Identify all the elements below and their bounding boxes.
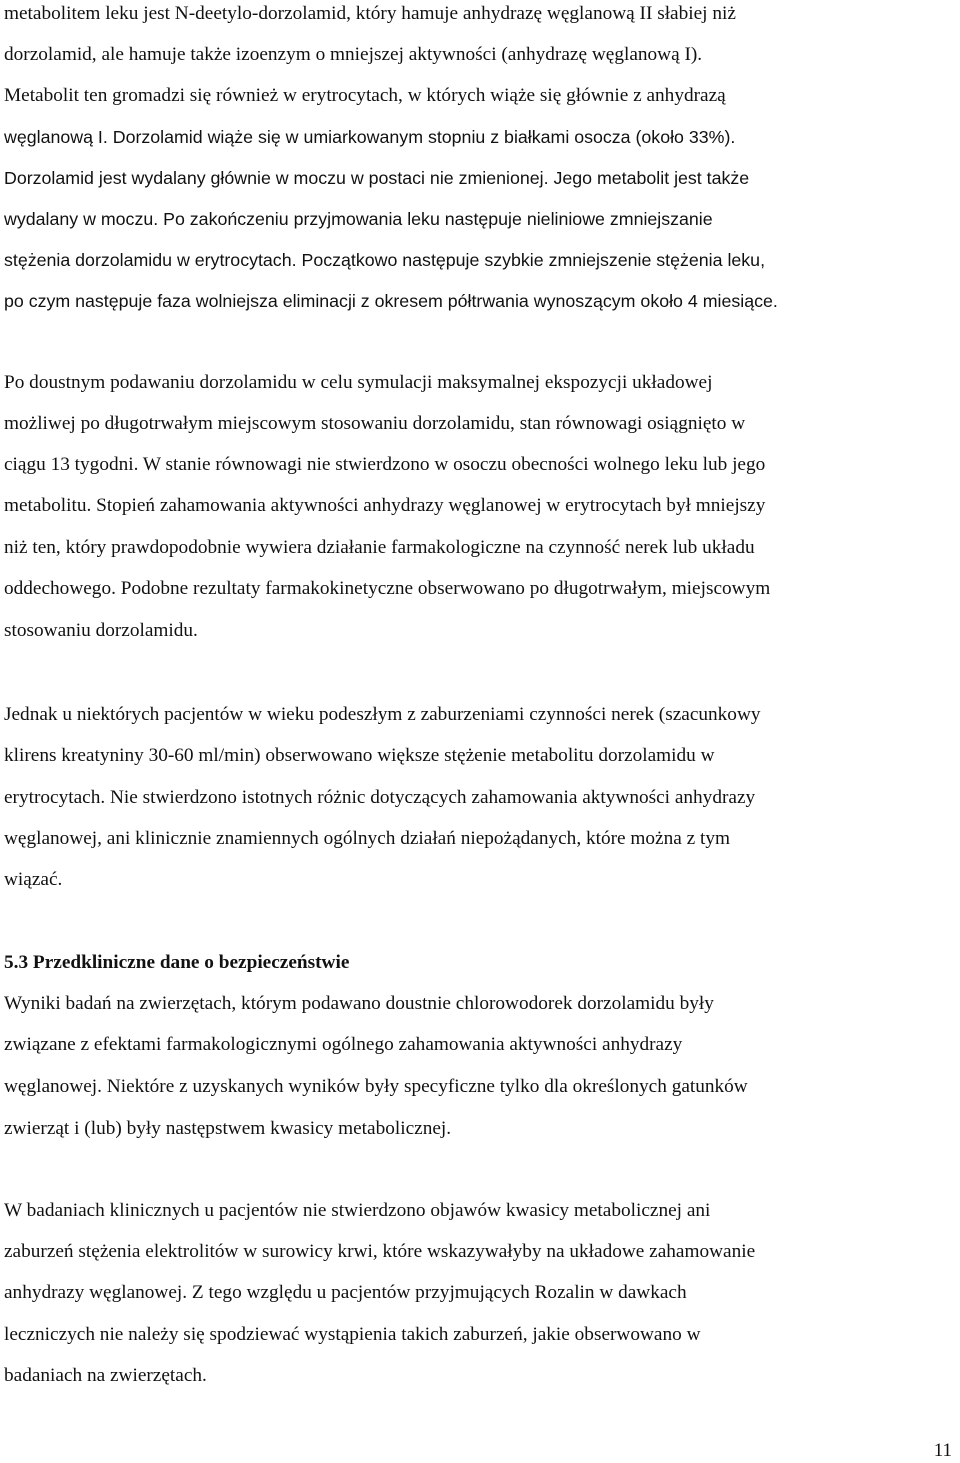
text-line: Metabolit ten gromadzi się również w erytrocytach, w których wiąże się głównie z anhydrazą: [4, 85, 726, 106]
text-line: zwierząt i (lub) były następstwem kwasicy metabolicznej.: [4, 1118, 452, 1139]
text-line: Wyniki badań na zwierzętach, którym podawano doustnie chlorowodorek dorzolamidu były: [4, 993, 714, 1014]
text-line: badaniach na zwierzętach.: [4, 1365, 207, 1386]
text-line: metabolitem leku jest N-deetylo-dorzolamid, który hamuje anhydrazę węglanową II słabiej niż: [4, 3, 736, 24]
text-line: po czym następuje faza wolniejsza eliminacji z okresem półtrwania wynoszącym około 4 miesiące.: [4, 291, 778, 311]
text-line: związane z efektami farmakologicznymi ogólnego zahamowania aktywności anhydrazy: [4, 1034, 683, 1055]
text-line: wiązać.: [4, 869, 63, 890]
text-line: anhydrazy węglanowej. Z tego względu u pacjentów przyjmujących Rozalin w dawkach: [4, 1282, 687, 1303]
text-line: metabolitu. Stopień zahamowania aktywności anhydrazy węglanowej w erytrocytach był mniejszy: [4, 495, 766, 516]
text-line: erytrocytach. Nie stwierdzono istotnych różnic dotyczących zahamowania aktywności anhydrazy: [4, 787, 756, 808]
text-line: leczniczych nie należy się spodziewać wystąpienia takich zaburzeń, jakie obserwowano w: [4, 1324, 701, 1345]
text-line: wydalany w moczu. Po zakończeniu przyjmowania leku następuje nieliniowe zmniejszanie: [4, 209, 713, 229]
text-line: węglanową I. Dorzolamid wiąże się w umiarkowanym stopniu z białkami osocza (około 33%).: [4, 127, 736, 147]
text-line: możliwej po długotrwałym miejscowym stosowaniu dorzolamidu, stan równowagi osiągnięto w: [4, 413, 746, 434]
text-line: oddechowego. Podobne rezultaty farmakokinetyczne obserwowano po długotrwałym, miejscowym: [4, 578, 771, 599]
text-line: Jednak u niektórych pacjentów w wieku podeszłym z zaburzeniami czynności nerek (szacunkowy: [4, 704, 761, 725]
text-line: dorzolamid, ale hamuje także izoenzym o mniejszej aktywności (anhydrazę węglanową I).: [4, 44, 703, 65]
section-heading: 5.3 Przedkliniczne dane o bezpieczeństwie: [4, 952, 350, 973]
text-line: węglanowej. Niektóre z uzyskanych wyników były specyficzne tylko dla określonych gatunków: [4, 1076, 748, 1097]
page-number: 11: [933, 1440, 952, 1461]
text-line: zaburzeń stężenia elektrolitów w surowicy krwi, które wskazywałyby na układowe zahamowanie: [4, 1241, 756, 1262]
text-line: ciągu 13 tygodni. W stanie równowagi nie stwierdzono w osoczu obecności wolnego leku lub jego: [4, 454, 766, 475]
text-line: Dorzolamid jest wydalany głównie w moczu w postaci nie zmienionej. Jego metabolit jest także: [4, 168, 750, 188]
text-line: W badaniach klinicznych u pacjentów nie stwierdzono objawów kwasicy metabolicznej ani: [4, 1200, 711, 1221]
text-line: stężenia dorzolamidu w erytrocytach. Początkowo następuje szybkie zmniejszenie stężenia leku,: [4, 250, 766, 270]
text-line: stosowaniu dorzolamidu.: [4, 620, 198, 641]
text-line: klirens kreatyniny 30-60 ml/min) obserwowano większe stężenie metabolitu dorzolamidu w: [4, 745, 715, 766]
text-line: niż ten, który prawdopodobnie wywiera działanie farmakologiczne na czynność nerek lub układu: [4, 537, 755, 558]
text-line: Po doustnym podawaniu dorzolamidu w celu symulacji maksymalnej ekspozycji układowej: [4, 372, 713, 393]
text-line: węglanowej, ani klinicznie znamiennych ogólnych działań niepożądanych, które można z tym: [4, 828, 730, 849]
